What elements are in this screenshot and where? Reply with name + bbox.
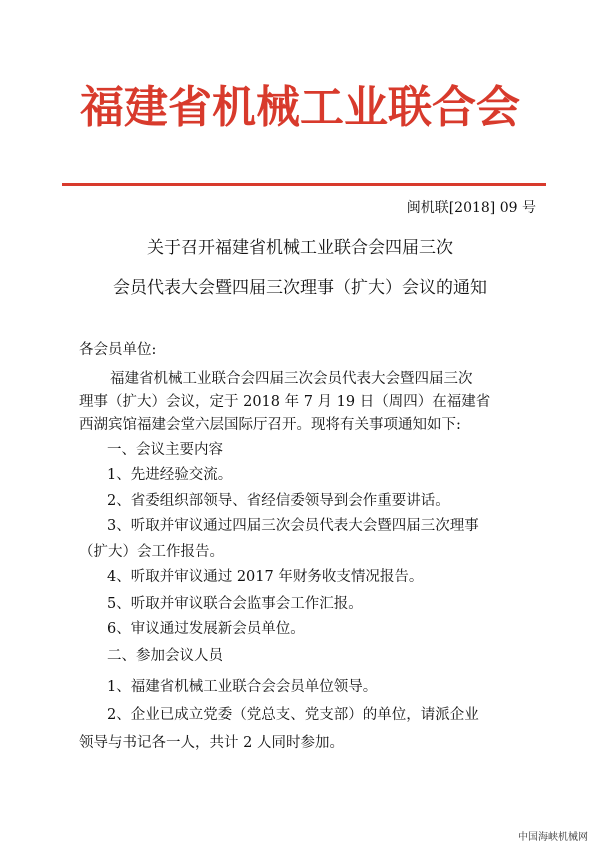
agenda-item-3-line-1: 3、听取并审议通过四届三次会员代表大会暨四届三次理事 xyxy=(107,518,479,534)
attendee-item-1: 1、福建省机械工业联合会会员单位领导。 xyxy=(107,679,378,695)
agenda-item-3-line-2: （扩大）会工作报告。 xyxy=(79,544,224,560)
salutation: 各会员单位: xyxy=(79,342,157,358)
letterhead-red-rule xyxy=(62,183,546,186)
watermark-credit: 中国海峡机械网 xyxy=(518,832,588,843)
intro-line-2: 理事（扩大）会议，定于 2018 年 7 月 19 日（周四）在福建省 xyxy=(79,394,491,410)
agenda-item-5: 5、听取并审议联合会监事会工作汇报。 xyxy=(107,596,363,612)
attendee-item-2-line-2: 领导与书记各一人，共计 2 人同时参加。 xyxy=(79,735,344,751)
agenda-item-6: 6、审议通过发展新会员单位。 xyxy=(107,621,305,637)
agenda-item-2: 2、省委组织部领导、省经信委领导到会作重要讲话。 xyxy=(107,493,450,509)
intro-line-3: 西湖宾馆福建会堂六层国际厅召开。现将有关事项通知如下: xyxy=(79,417,461,433)
intro-line-1: 福建省机械工业联合会四届三次会员代表大会暨四届三次 xyxy=(110,371,473,387)
notice-title-line-2: 会员代表大会暨四届三次理事（扩大）会议的通知 xyxy=(113,278,487,298)
agenda-item-4: 4、听取并审议通过 2017 年财务收支情况报告。 xyxy=(107,569,424,585)
document-number: 闽机联[2018] 09 号 xyxy=(406,200,536,216)
section-2-heading: 二、参加会议人员 xyxy=(107,648,223,664)
notice-title-line-1: 关于召开福建省机械工业联合会四届三次 xyxy=(147,238,453,258)
attendee-item-2-line-1: 2、企业已成立党委（党总支、党支部）的单位，请派企业 xyxy=(107,707,479,723)
section-1-heading: 一、会议主要内容 xyxy=(107,442,223,458)
organization-letterhead: 福建省机械工业联合会 xyxy=(80,82,520,133)
agenda-item-1: 1、先进经验交流。 xyxy=(107,467,233,483)
